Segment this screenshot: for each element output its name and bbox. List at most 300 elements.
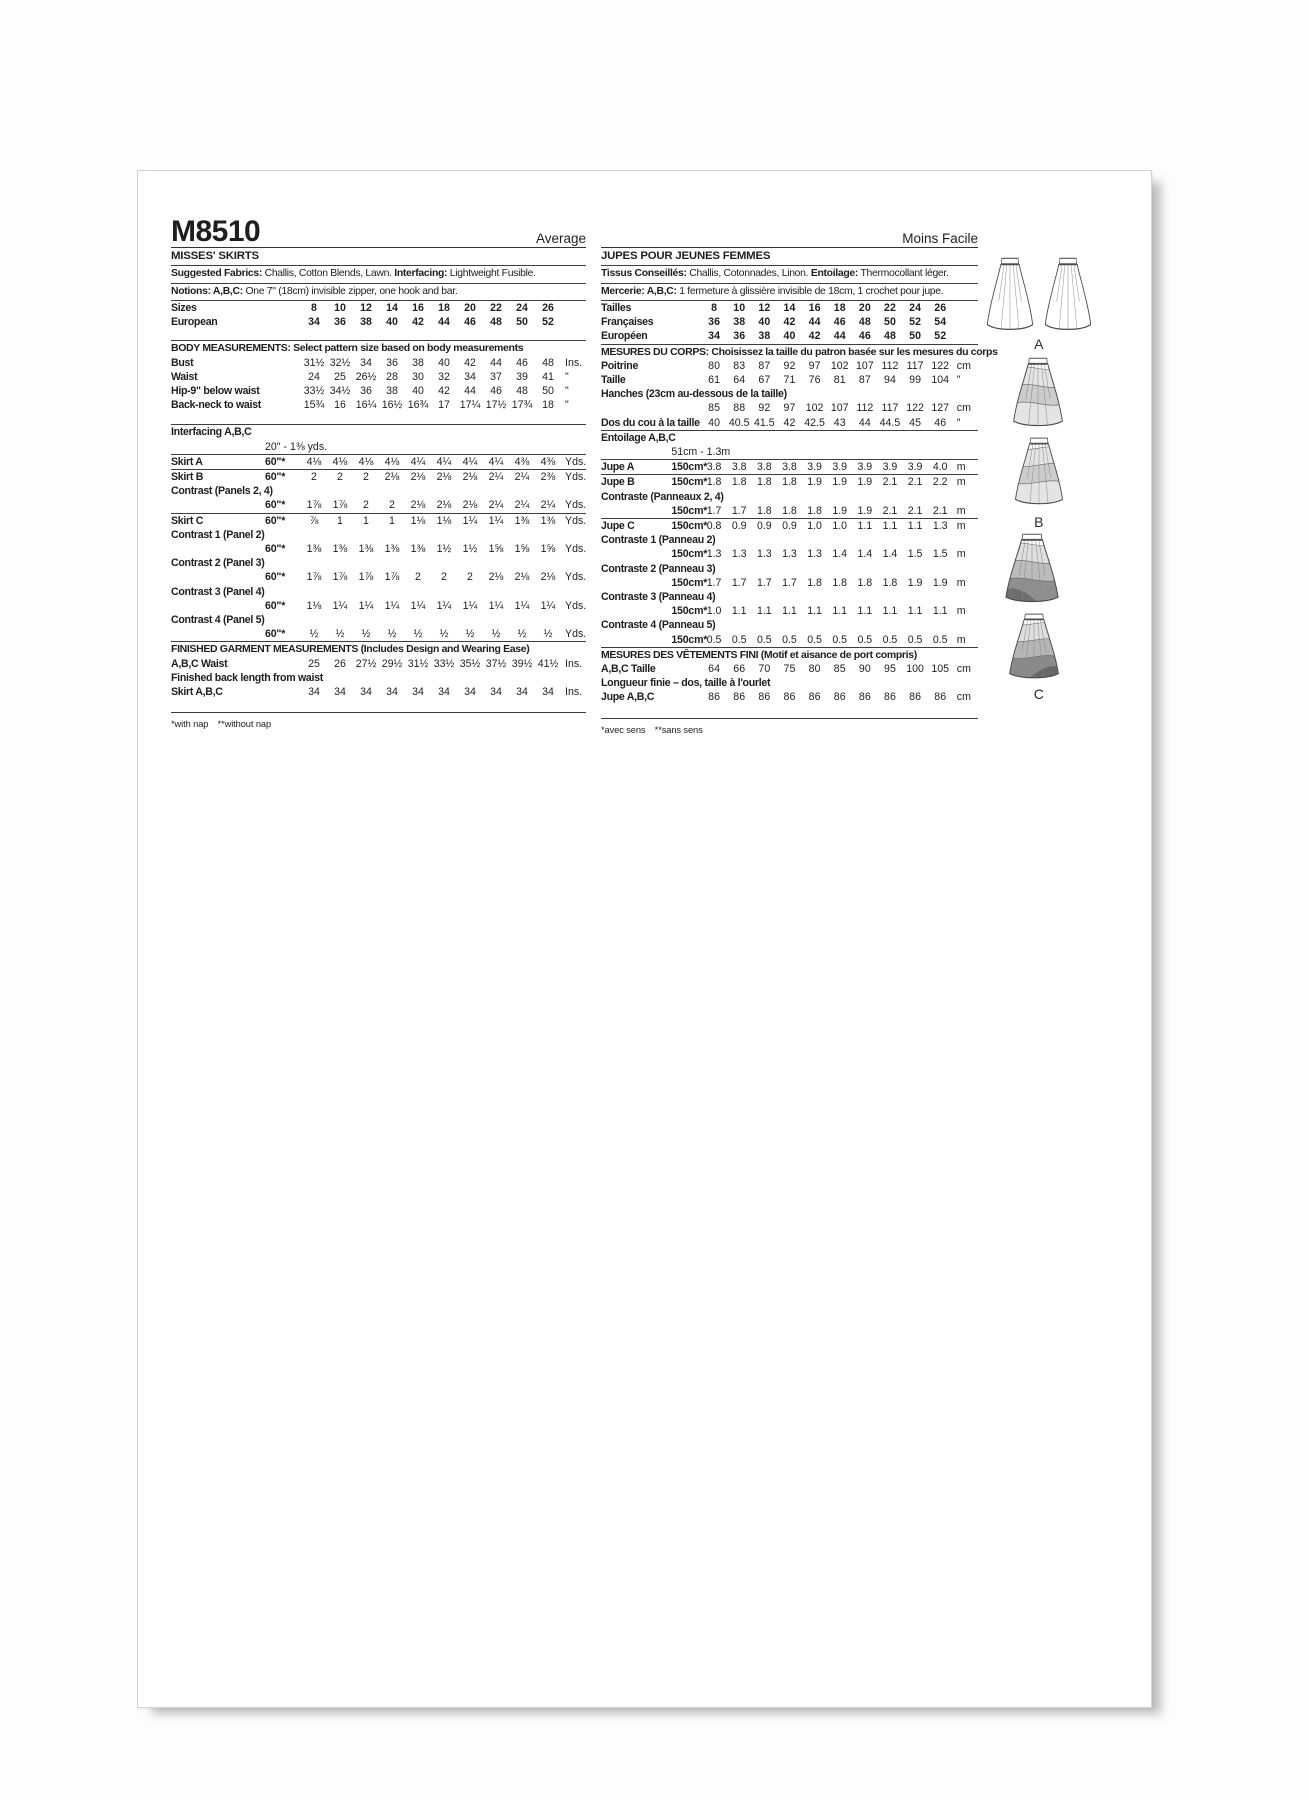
row-group-label: Contraste 2 (Panneau 3) <box>601 562 716 575</box>
value-cell: 34 <box>412 686 424 699</box>
unit-cell: cm <box>956 691 971 704</box>
value-cell: 44 <box>490 356 502 369</box>
fabric-width: 60"* <box>265 599 286 612</box>
value-cell: 2 <box>441 571 447 584</box>
unit-cell <box>953 315 978 329</box>
value-cell: 26 <box>334 657 346 670</box>
value-cell: 85 <box>708 402 720 415</box>
value-cell: 1⅛ <box>410 514 426 527</box>
value-cell: ½ <box>327 627 353 642</box>
row-label: Skirt A,B,C <box>171 686 223 699</box>
value-cell: 2.1 <box>877 504 902 519</box>
row-label: Hip-9" below waist <box>171 385 260 398</box>
unit-cell <box>953 301 978 315</box>
value-cell: 3.9 <box>877 460 902 475</box>
value-cell: 1.9 <box>827 504 852 519</box>
value-cell: 1.1 <box>731 605 747 618</box>
value-cell: ½ <box>353 627 379 642</box>
footnote: *avec sens **sans sens <box>601 724 703 735</box>
value-cell: 67 <box>758 374 771 387</box>
value-cell: 1½ <box>462 543 478 556</box>
value-cell: 36 <box>386 356 398 369</box>
row-label <box>601 633 661 648</box>
notions-label: Notions: A,B,C: <box>171 285 243 297</box>
value-cell: 17 <box>438 399 450 412</box>
value-cell: ⅞ <box>309 514 319 527</box>
row-label: Taille <box>601 374 626 387</box>
value-cell: 34 <box>490 686 502 699</box>
value-cell: 35½ <box>459 657 481 670</box>
value-cell: 1.3 <box>731 548 747 561</box>
value-cell: 97 <box>808 359 821 372</box>
value-cell: 86 <box>909 691 921 704</box>
value-cell: 1.0 <box>706 605 722 618</box>
value-cell: 2.1 <box>903 504 928 519</box>
row-group-label: Contraste (Panneaux 2, 4) <box>601 490 724 503</box>
value-cell: 1⅜ <box>358 543 374 556</box>
spacer-row <box>601 705 978 719</box>
fabric-width: 150cm* <box>671 605 708 618</box>
row-label <box>171 440 255 455</box>
value-cell: 102 <box>805 402 824 415</box>
row-group-label: Contrast 4 (Panel 5) <box>171 614 265 627</box>
value-cell: 10 <box>334 302 346 314</box>
unit-cell: Ins. <box>565 657 583 670</box>
value-cell: 25 <box>334 370 346 383</box>
value-cell: 28 <box>386 370 398 383</box>
fabric-width-note: 51cm - 1.3m <box>661 445 978 460</box>
fabric-width: 150cm* <box>671 576 708 589</box>
row-label <box>171 542 255 556</box>
value-cell: 46 <box>833 316 846 329</box>
value-cell: 86 <box>884 691 896 704</box>
value-cell: 86 <box>808 691 821 704</box>
entoilage-label: Entoilage: <box>810 268 859 279</box>
row-label: Bust <box>171 356 194 369</box>
value-cell: 14 <box>783 302 796 314</box>
value-cell: 54 <box>934 316 947 329</box>
value-cell: 86 <box>758 691 771 704</box>
value-cell: 1¼ <box>410 599 426 612</box>
value-cell: 0.5 <box>852 633 877 648</box>
mercerie-line <box>601 284 978 301</box>
value-cell: 44 <box>852 416 877 431</box>
value-cell: 1⅞ <box>301 498 327 513</box>
row-group-label: Contrast 3 (Panel 4) <box>171 585 265 598</box>
value-cell: 0.9 <box>756 520 772 533</box>
spacer-row <box>171 329 586 341</box>
value-cell: 1.7 <box>756 576 772 589</box>
value-cell: 2⅛ <box>436 471 452 484</box>
value-cell: 48 <box>858 316 871 329</box>
value-cell: 1 <box>337 514 343 527</box>
spacer-row <box>171 699 586 713</box>
value-cell: 1 <box>363 514 369 527</box>
value-cell: 99 <box>909 374 921 387</box>
value-cell: 52 <box>928 329 953 344</box>
notions-line <box>171 284 586 301</box>
value-cell: 1¼ <box>514 599 530 612</box>
value-cell: 100 <box>906 663 924 676</box>
value-cell: 1⅞ <box>384 571 400 584</box>
value-cell: 1.8 <box>731 476 747 489</box>
value-cell: 0.8 <box>706 520 722 533</box>
value-cell: 12 <box>360 302 372 314</box>
section-header: BODY MEASUREMENTS: Select pattern size based on body measurements <box>171 342 524 355</box>
value-cell: 1⅜ <box>332 543 348 556</box>
value-cell: 2¼ <box>535 498 561 513</box>
value-cell: 44 <box>464 385 476 398</box>
value-cell: 32 <box>438 370 450 383</box>
value-cell: 92 <box>758 402 771 415</box>
fabrics-text: Challis, Cotton Blends, Lawn. <box>262 268 395 279</box>
suggested-fabrics-line <box>171 266 586 283</box>
value-cell: 34 <box>464 370 476 383</box>
unit-cell: Yds. <box>565 599 587 612</box>
value-cell: 4⅛ <box>353 454 379 469</box>
value-cell: 90 <box>858 663 871 676</box>
unit-cell: Yds. <box>561 498 586 513</box>
value-cell: 40.5 <box>727 416 752 431</box>
row-label <box>171 599 255 613</box>
value-cell: 1¼ <box>462 599 478 612</box>
row-label: Jupe A <box>601 460 661 475</box>
measurements-table-fr <box>601 301 998 737</box>
value-cell: 1.3 <box>807 548 822 561</box>
value-cell: 16 <box>808 302 821 314</box>
value-cell: 0.5 <box>827 633 852 648</box>
value-cell: 42 <box>783 316 796 329</box>
value-cell: 86 <box>858 691 871 704</box>
unit-cell: cm <box>956 359 971 372</box>
value-cell: 2 <box>379 498 405 513</box>
value-cell: 2¼ <box>514 471 530 484</box>
value-cell: 22 <box>884 302 896 314</box>
value-cell: 2.2 <box>932 476 948 489</box>
value-cell: 33½ <box>303 385 325 398</box>
value-cell: 1.7 <box>731 576 747 589</box>
value-cell: 1⅞ <box>327 498 353 513</box>
value-cell: 127 <box>931 402 950 415</box>
value-cell: 1.1 <box>832 605 848 618</box>
value-cell: 4¼ <box>483 454 509 469</box>
value-cell: 40 <box>412 385 424 398</box>
value-cell: 4⅛ <box>379 454 405 469</box>
fabrics-label: Suggested Fabrics: <box>171 268 263 279</box>
value-cell: 50 <box>884 316 896 329</box>
interfacing-text: Lightweight Fusible. <box>447 268 536 279</box>
value-cell: 1¼ <box>540 599 556 612</box>
value-cell: 0.5 <box>928 633 953 648</box>
view-b-label: B <box>1034 514 1044 530</box>
value-cell: 3.8 <box>702 460 727 475</box>
value-cell: 40 <box>386 316 398 329</box>
value-cell: 0.5 <box>877 633 902 648</box>
value-cell: 80 <box>708 359 720 372</box>
fabric-width: 150cm* <box>671 520 708 533</box>
value-cell: 46 <box>852 329 877 344</box>
value-cell: 2⅛ <box>405 498 431 513</box>
value-cell: 34 <box>360 686 372 699</box>
row-label: A,B,C Taille <box>601 663 656 676</box>
fabric-width: 150cm* <box>671 476 708 489</box>
value-cell: 31½ <box>303 356 325 369</box>
fabric-width: 60"* <box>265 471 286 484</box>
value-cell: 16 <box>334 399 346 412</box>
value-cell: 0.5 <box>903 633 928 648</box>
value-cell: ½ <box>301 627 327 642</box>
value-cell: 1.8 <box>752 504 777 519</box>
value-cell: 34 <box>308 316 320 329</box>
value-cell: 87 <box>858 374 871 387</box>
row-label: Dos du cou à la taille <box>601 416 700 429</box>
value-cell: 1⅝ <box>514 543 530 556</box>
value-cell: 38 <box>752 329 777 344</box>
row-label: Poitrine <box>601 359 639 372</box>
value-cell: 1.9 <box>832 476 848 489</box>
value-cell: 1.3 <box>706 548 722 561</box>
value-cell: 1⅞ <box>306 571 322 584</box>
row-label: Sizes <box>171 302 197 314</box>
unit-cell: m <box>956 520 966 533</box>
value-cell: 2 <box>467 571 473 584</box>
value-cell: 34½ <box>329 385 351 398</box>
value-cell: 86 <box>833 691 846 704</box>
value-cell: 52 <box>542 316 554 329</box>
value-cell: 70 <box>758 663 771 676</box>
value-cell: 1.5 <box>932 548 948 561</box>
value-cell: 95 <box>884 663 896 676</box>
unit-cell: m <box>956 548 966 561</box>
row-label <box>171 570 255 584</box>
skirt-view-c-front-illustration <box>1001 532 1063 606</box>
value-cell: ½ <box>535 627 561 642</box>
unit-cell: Yds. <box>565 471 587 484</box>
value-cell: 50 <box>903 329 928 344</box>
fabric-width: 150cm* <box>661 633 701 648</box>
page-sheet <box>137 170 1152 1708</box>
measurements-table-en <box>171 301 586 731</box>
value-cell: 42 <box>464 356 476 369</box>
pattern-number: M8510 <box>171 215 261 248</box>
unit-cell: m <box>953 504 978 519</box>
value-cell: 86 <box>934 691 947 704</box>
value-cell: 1.9 <box>907 576 923 589</box>
value-cell: 1⅝ <box>488 543 504 556</box>
value-cell: 2⅜ <box>540 471 556 484</box>
value-cell: 1.8 <box>706 476 722 489</box>
value-cell: 1¼ <box>488 514 504 527</box>
fabric-width: 150cm* <box>671 548 708 561</box>
value-cell: 3.8 <box>727 460 752 475</box>
unit-cell <box>561 315 586 329</box>
value-cell: 112 <box>856 402 874 415</box>
value-cell: 112 <box>881 359 899 372</box>
view-a-label: A <box>1034 336 1044 352</box>
value-cell: 48 <box>516 385 528 398</box>
value-cell: 4.0 <box>928 460 953 475</box>
value-cell: 37½ <box>485 657 507 670</box>
unit-cell <box>953 329 978 344</box>
value-cell: 1.7 <box>702 504 727 519</box>
row-label <box>171 627 255 642</box>
value-cell: 92 <box>783 359 796 372</box>
fabric-width: 60"* <box>255 627 301 642</box>
tissus-label: Tissus Conseillés: <box>601 268 687 279</box>
unit-cell: m <box>956 605 966 618</box>
row-group-label: Contraste 1 (Panneau 2) <box>601 534 716 547</box>
value-cell: 1.1 <box>857 520 873 533</box>
value-cell: 2 <box>337 471 343 484</box>
unit-cell: m <box>956 476 966 489</box>
value-cell: 42 <box>777 416 802 431</box>
value-cell: 2⅛ <box>457 498 483 513</box>
value-cell: 2¼ <box>483 498 509 513</box>
notions-text: One 7" (18cm) invisible zipper, one hook and bar. <box>242 285 458 297</box>
mercerie-label: Mercerie: A,B,C: <box>601 285 677 297</box>
value-cell: 22 <box>490 302 502 314</box>
value-cell: 2⅛ <box>540 571 556 584</box>
value-cell: 3.8 <box>752 460 777 475</box>
fabric-width: 60"* <box>255 498 301 513</box>
fabric-width-note: 20" - 1⅜ yds. <box>255 440 586 455</box>
value-cell: 81 <box>833 374 846 387</box>
value-cell: 29½ <box>381 657 403 670</box>
value-cell: 34 <box>702 329 727 344</box>
value-cell: 1⅜ <box>384 543 400 556</box>
value-cell: 64 <box>708 663 720 676</box>
value-cell: 1.8 <box>802 504 827 519</box>
mercerie-text: 1 fermeture à glissière invisible de 18cm, 1 crochet pour jupe. <box>676 285 944 297</box>
skirt-view-c-back-illustration <box>1005 612 1063 682</box>
difficulty-label-fr: Moins Facile <box>902 231 978 246</box>
value-cell: 102 <box>830 359 849 372</box>
value-cell: ½ <box>405 627 431 642</box>
value-cell: 1.7 <box>727 504 752 519</box>
value-cell: 1.1 <box>882 605 898 618</box>
value-cell: 117 <box>906 359 924 372</box>
unit-cell: Ins. <box>565 686 583 699</box>
value-cell: 76 <box>808 374 821 387</box>
value-cell: 88 <box>733 402 746 415</box>
value-cell: 4¼ <box>457 454 483 469</box>
value-cell: 1.7 <box>706 576 722 589</box>
unit-cell: Yds. <box>561 627 586 642</box>
fabric-width: 150cm* <box>661 460 701 475</box>
value-cell: 48 <box>877 329 902 344</box>
value-cell: 40 <box>438 356 450 369</box>
unit-cell: " <box>956 374 961 387</box>
value-cell: 50 <box>516 316 528 329</box>
row-group-label: Contraste 4 (Panneau 5) <box>601 619 716 632</box>
value-cell: 117 <box>881 402 899 415</box>
value-cell: 64 <box>733 374 746 387</box>
value-cell: 1.7 <box>782 576 797 589</box>
row-group-label: Contraste 3 (Panneau 4) <box>601 591 716 604</box>
value-cell: 1¼ <box>462 514 478 527</box>
value-cell: 40 <box>702 416 727 431</box>
value-cell: 1.8 <box>782 476 797 489</box>
value-cell: 41½ <box>537 657 559 670</box>
row-label <box>601 504 661 519</box>
value-cell: 34 <box>386 686 398 699</box>
value-cell: 46 <box>928 416 953 431</box>
value-cell: 1⅜ <box>514 514 530 527</box>
value-cell: 24 <box>516 302 528 314</box>
value-cell: 16¼ <box>355 399 377 412</box>
value-cell: 0.5 <box>777 633 802 648</box>
section-header: MESURES DES VÊTEMENTS FINI (Motif et aisance de port compris) <box>601 648 917 661</box>
value-cell: 31½ <box>407 657 429 670</box>
value-cell: 50 <box>542 385 554 398</box>
value-cell: 43 <box>827 416 852 431</box>
unit-cell: Ins. <box>565 356 583 369</box>
difficulty-label-en: Average <box>535 231 586 246</box>
value-cell: 46 <box>464 316 476 329</box>
value-cell: 1.1 <box>782 605 797 618</box>
row-label: Tailles <box>601 302 632 314</box>
row-label: A,B,C Waist <box>171 657 228 670</box>
value-cell: 36 <box>727 329 752 344</box>
row-label: Back-neck to waist <box>171 399 261 412</box>
value-cell: 2⅛ <box>488 571 504 584</box>
value-cell: 104 <box>931 374 950 387</box>
section-header: MESURES DU CORPS: Choisissez la taille du patron basée sur les mesures du corps <box>601 345 998 358</box>
row-label: Européen <box>601 329 702 344</box>
value-cell: 4¼ <box>405 454 431 469</box>
value-cell: 26½ <box>355 370 377 383</box>
value-cell: 39 <box>516 370 528 383</box>
value-cell: 44 <box>438 316 450 329</box>
value-cell: 83 <box>733 359 746 372</box>
value-cell: 18 <box>542 399 554 412</box>
value-cell: 44 <box>827 329 852 344</box>
value-cell: 0.5 <box>702 633 727 648</box>
value-cell: 1.1 <box>932 605 948 618</box>
row-label <box>601 604 661 618</box>
unit-cell: cm <box>956 663 971 676</box>
row-label <box>601 445 661 460</box>
value-cell: 40 <box>758 316 771 329</box>
value-cell: 44 <box>808 316 821 329</box>
unit-cell: m <box>953 633 978 648</box>
skirt-view-b-front-illustration <box>1009 356 1067 430</box>
value-cell: 97 <box>783 402 796 415</box>
size-columns-table <box>601 301 998 737</box>
value-cell: 1¼ <box>358 599 374 612</box>
value-cell: 1 <box>389 514 395 527</box>
unit-cell <box>561 301 586 315</box>
value-cell: 0.5 <box>752 633 777 648</box>
value-cell: 30 <box>412 370 424 383</box>
value-cell: 1.1 <box>756 605 772 618</box>
value-cell: 4¼ <box>431 454 457 469</box>
value-cell: 48 <box>490 316 502 329</box>
value-cell: 71 <box>783 374 796 387</box>
row-label <box>171 498 255 513</box>
value-cell: 36 <box>360 385 372 398</box>
value-cell: 105 <box>931 663 950 676</box>
value-cell: 38 <box>733 316 746 329</box>
value-cell: 44.5 <box>877 416 902 431</box>
value-cell: 42.5 <box>802 416 827 431</box>
value-cell: 16½ <box>381 399 403 412</box>
value-cell: 34 <box>360 356 372 369</box>
value-cell: 26 <box>542 302 554 314</box>
value-cell: 2 <box>353 498 379 513</box>
value-cell: 1.3 <box>932 520 948 533</box>
value-cell: 41 <box>542 370 554 383</box>
